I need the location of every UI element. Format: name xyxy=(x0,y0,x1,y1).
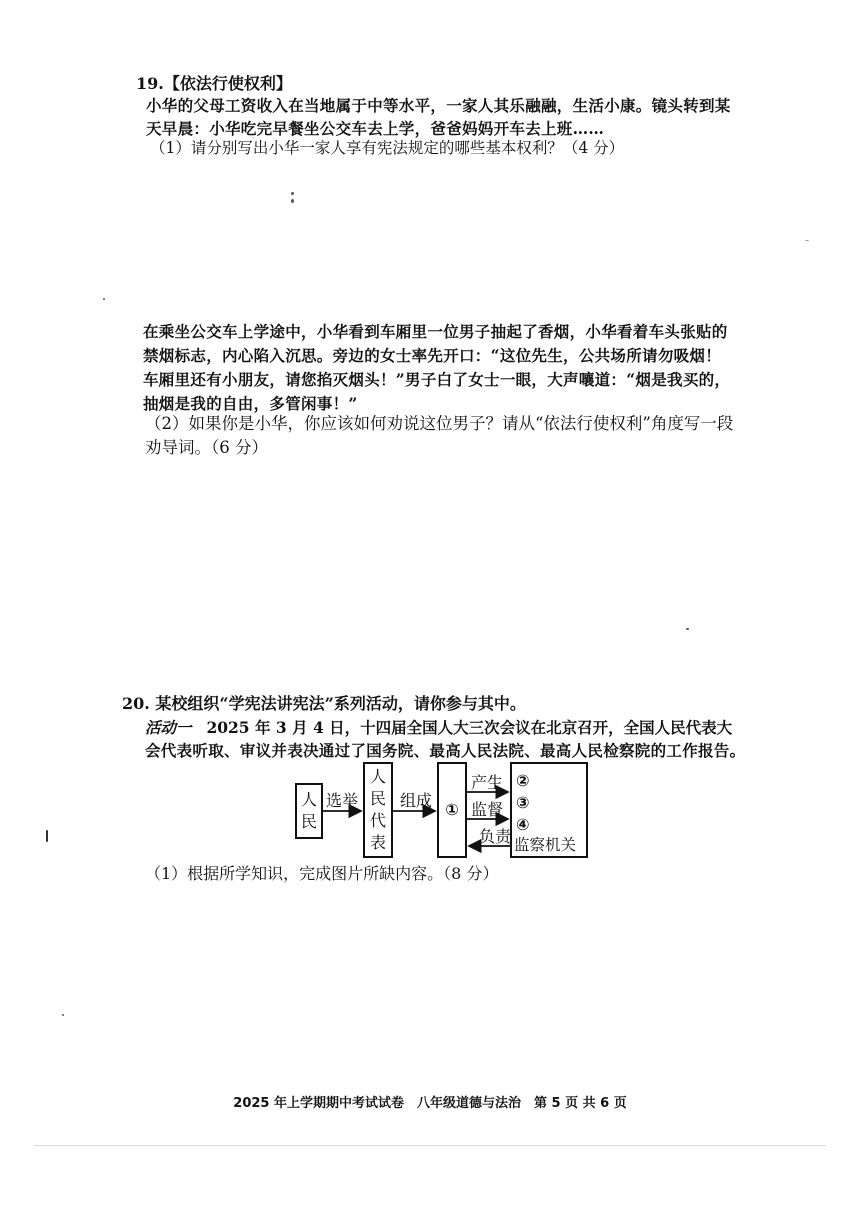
rep-char: 民 xyxy=(369,789,386,808)
blank3-mark: ③ xyxy=(516,793,530,812)
q19-para2-line3: 车厢里还有小朋友，请您掐灭烟头！”男子白了女士一眼，大声嚷道：“烟是我买的， xyxy=(143,370,731,389)
q19-sub2-line1: （2）如果你是小华，你应该如何劝说这位男子？请从“依法行使权利”角度写一段 xyxy=(145,414,734,433)
rep-char: 人 xyxy=(369,767,386,786)
supervisory-label: 监察机关 xyxy=(514,836,577,854)
q19-para1-line1: 小华的父母工资收入在当地属于中等水平，一家人其乐融融，生活小康。镜头转到某 xyxy=(146,96,731,115)
supervise-label: 监督 xyxy=(471,800,504,819)
q20-title: 20. 某校组织“学宪法讲宪法”系列活动，请你参与其中。 xyxy=(122,694,526,713)
elect-label: 选举 xyxy=(326,791,359,810)
blank2-mark: ② xyxy=(516,771,530,790)
q19-sub1: （1）请分别写出小华一家人享有宪法规定的哪些基本权利？（4 分） xyxy=(150,139,625,157)
q19-sub2-line2: 劝导词。（6 分） xyxy=(145,438,268,457)
activity-text: 2025 年 3 月 4 日，十四届全国人大三次会议在北京召开，全国人民代表大 xyxy=(206,718,733,737)
people-char: 人 xyxy=(300,790,317,809)
blank1-mark: ① xyxy=(445,800,459,819)
blank4-mark: ④ xyxy=(516,815,530,834)
q20-sub1: （1）根据所学知识，完成图片所缺内容。（8 分） xyxy=(145,864,499,883)
responsible-label: 负责 xyxy=(479,827,512,846)
people-char: 民 xyxy=(300,812,317,831)
q19-para2-line2: 禁烟标志，内心陷入沉思。旁边的女士率先开口：“这位先生，公共场所请勿吸烟！ xyxy=(143,346,722,365)
form-label: 组成 xyxy=(400,791,433,810)
scan-speck xyxy=(46,830,48,842)
rep-char: 表 xyxy=(369,833,386,852)
scan-speck xyxy=(62,1014,64,1016)
q19-title: 19.【依法行使权利】 xyxy=(136,74,292,93)
page-footer: 2025 年上学期期中考试试卷 八年级道德与法治 第 5 页 共 6 页 xyxy=(233,1096,627,1111)
activity-label: 活动一 xyxy=(145,718,192,737)
rep-char: 代 xyxy=(369,811,386,830)
q19-para2-line4: 抽烟是我的自由，多管闲事！” xyxy=(143,394,358,413)
produce-label: 产生 xyxy=(471,773,504,792)
q19-para2-line1: 在乘坐公交车上学途中，小华看到车厢里一位男子抽起了香烟，小华看着车头张贴的 xyxy=(143,322,728,341)
q20-activity-line2: 会代表听取、审议并表决通过了国务院、最高人民法院、最高人民检察院的工作报告。 xyxy=(145,741,746,760)
q19-para1-line2: 天早晨：小华吃完早餐坐公交车去上学，爸爸妈妈开车去上班…… xyxy=(146,119,605,138)
